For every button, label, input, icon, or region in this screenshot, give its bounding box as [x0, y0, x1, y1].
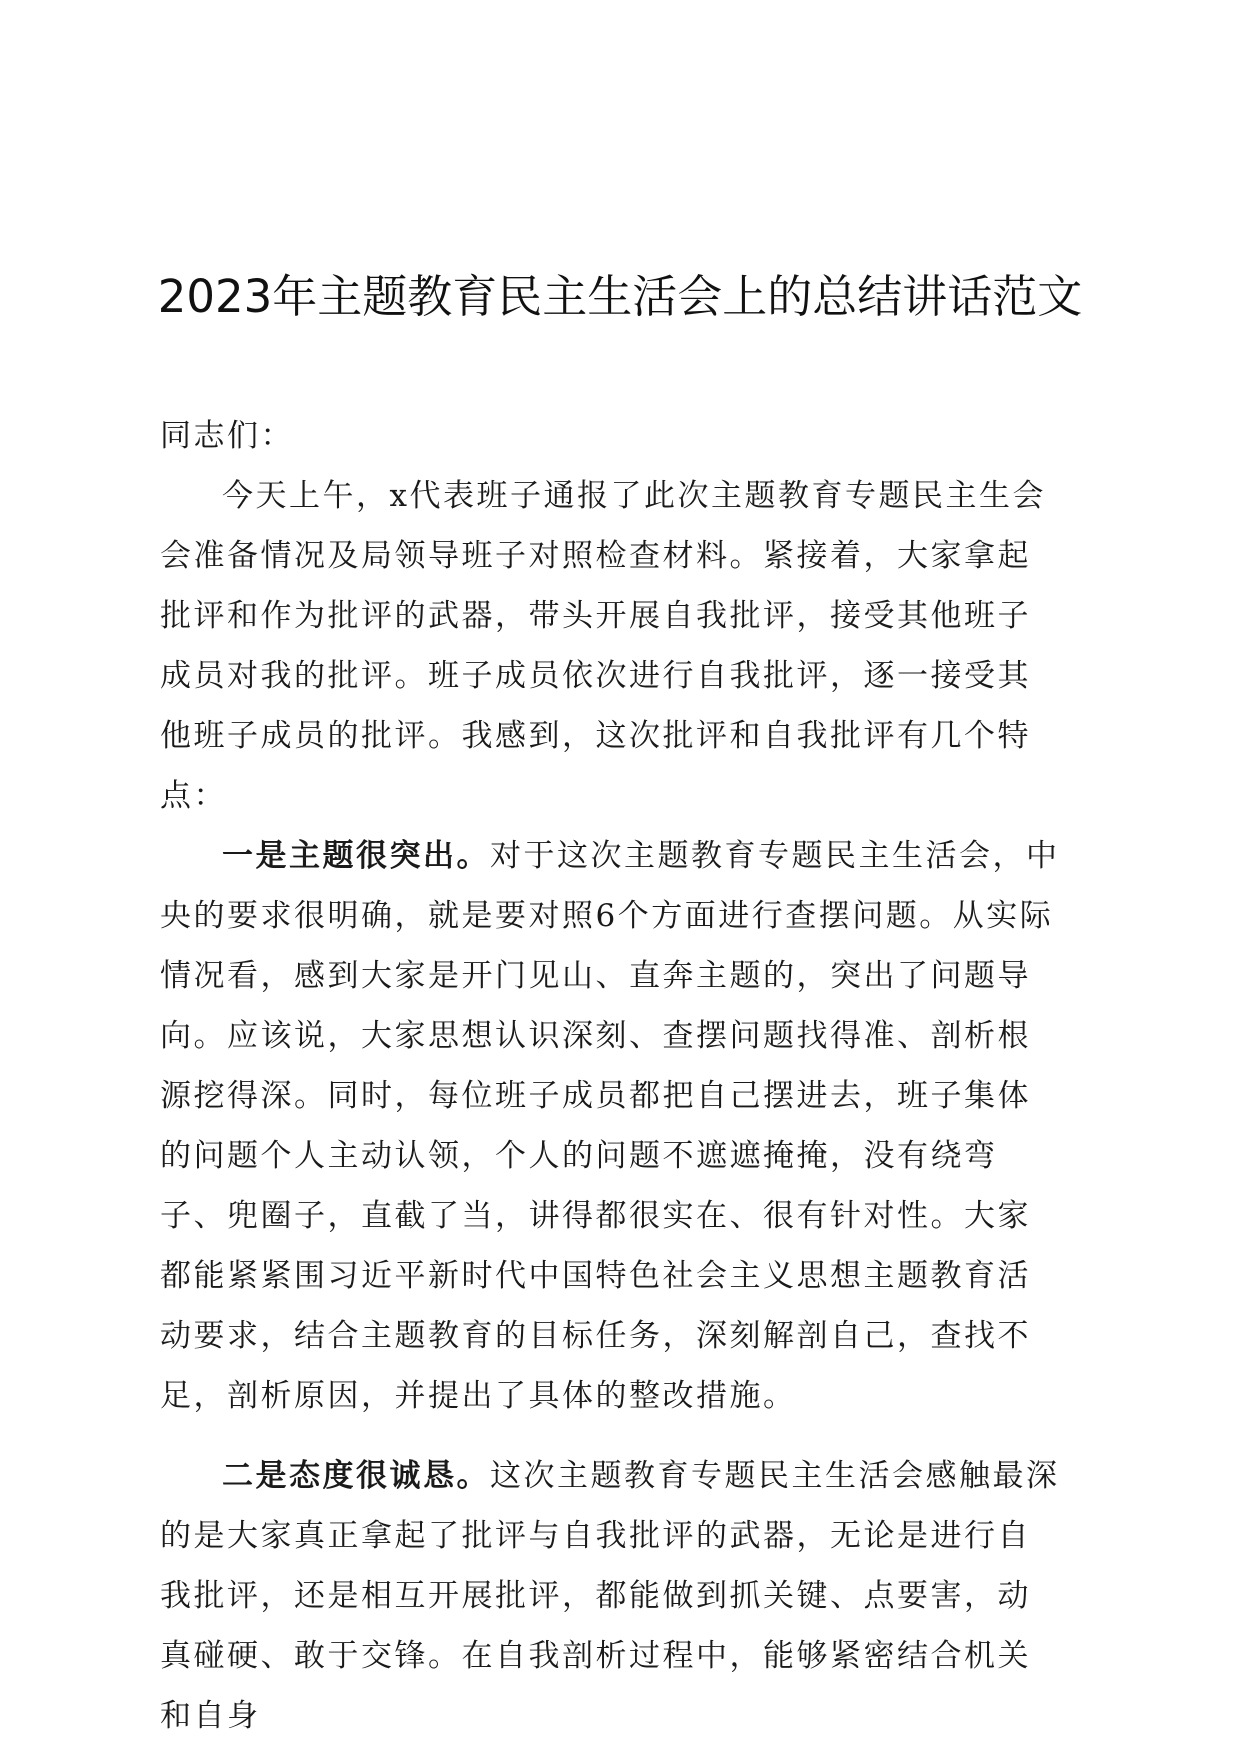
paragraph-point-two-lead: 二是态度很诚恳。 — [222, 1458, 490, 1494]
paragraph-intro-text: 今天上午，x代表班子通报了此次主题教育专题民主生会会准备情况及局领导班子对照检查材料。紧接着，大家拿起批评和作为批评的武器，带头开展自我批评，接受其他班子成员对我的批评。班子成员依次进行自我批评，逐一接受其他班子成员的批评。我感到，这次批评和自我批评有几个特点： — [160, 478, 1046, 814]
paragraph-point-one-text: 对于这次主题教育专题民主生活会，中央的要求很明确，就是要对照6个方面进行查摆问题。从实际情况看，感到大家是开门见山、直奔主题的，突出了问题导向。应该说，大家思想认识深刻、查摆问题找得准、剖析根源挖得深。同时，每位班子成员都把自己摆进去，班子集体的问题个人主动认领，个人的问题不遮遮掩掩，没有绕弯子、兜圈子，直截了当，讲得都很实在、很有针对性。大家都能紧紧围习近平新时代中国特色社会主义思想主题教育活动要求，结合主题教育的目标任务，深刻解剖自己，查找不足，剖析原因，并提出了具体的整改措施。 — [160, 838, 1060, 1414]
paragraph-point-one — [160, 826, 1060, 1426]
paragraph-point-two-text: 这次主题教育专题民主生活会感触最深的是大家真正拿起了批评与自我批评的武器，无论是进行自我批评，还是相互开展批评，都能做到抓关键、点要害，动真碰硬、敢于交锋。在自我剖析过程中，能够紧密结合机关和自身 — [160, 1458, 1060, 1734]
paragraph-point-two — [160, 1446, 1060, 1746]
document-body — [160, 406, 1060, 1746]
paragraph-intro — [160, 466, 1060, 826]
salutation: 同志们： — [160, 418, 294, 454]
paragraph-point-one-lead: 一是主题很突出。 — [222, 838, 490, 874]
document-title: 2023年主题教育民主生活会上的总结讲话范文 — [157, 270, 1083, 323]
